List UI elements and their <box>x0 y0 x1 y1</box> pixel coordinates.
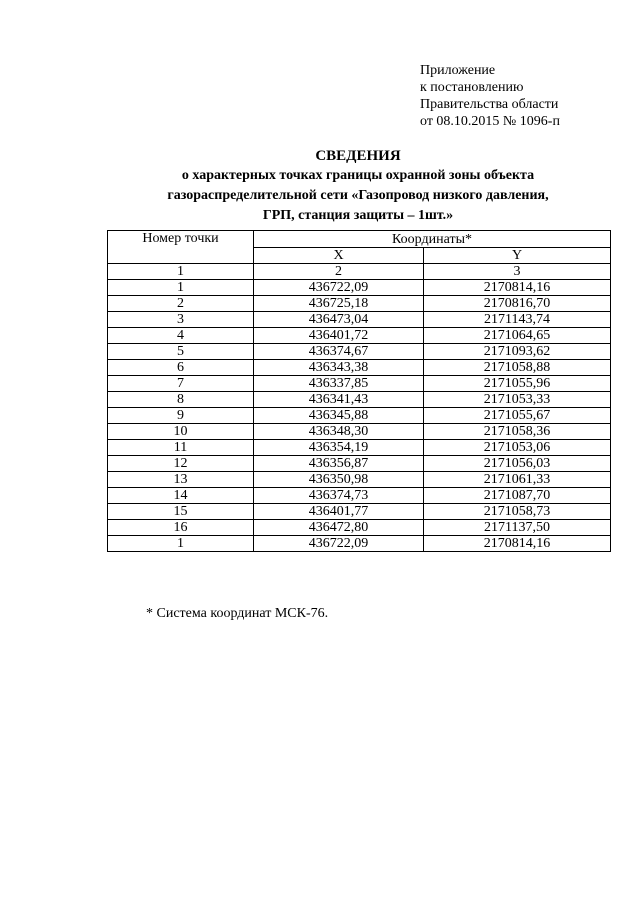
point-number-cell: 3 <box>108 312 254 328</box>
x-coordinate-cell: 436337,85 <box>254 376 424 392</box>
table-row <box>108 360 611 376</box>
column-number: 1 <box>108 264 254 280</box>
table-row <box>108 312 611 328</box>
table-row <box>108 472 611 488</box>
table-row <box>108 520 611 536</box>
x-coordinate-cell: 436350,98 <box>254 472 424 488</box>
point-number-cell: 16 <box>108 520 254 536</box>
point-number-cell: 1 <box>108 536 254 552</box>
point-number-cell: 4 <box>108 328 254 344</box>
x-coordinate-cell: 436472,80 <box>254 520 424 536</box>
title-line: о характерных точках границы охранной зоны объекта <box>181 168 535 183</box>
y-coordinate-cell: 2171064,65 <box>424 328 611 344</box>
table-row <box>108 296 611 312</box>
coordinates-table <box>107 230 611 552</box>
header-y: Y <box>424 248 611 264</box>
y-coordinate-cell: 2171058,73 <box>424 504 611 520</box>
x-coordinate-cell: 436725,18 <box>254 296 424 312</box>
y-coordinate-cell: 2171087,70 <box>424 488 611 504</box>
header-point-number: Номер точки <box>108 231 254 264</box>
y-coordinate-cell: 2170814,16 <box>424 280 611 296</box>
point-number-cell: 7 <box>108 376 254 392</box>
table-row <box>108 328 611 344</box>
appendix-line: Правительства области <box>420 97 559 112</box>
y-coordinate-cell: 2171058,36 <box>424 424 611 440</box>
y-coordinate-cell: 2171053,33 <box>424 392 611 408</box>
table-row <box>108 440 611 456</box>
footnote: * Система координат МСК-76. <box>146 606 329 621</box>
table-row <box>108 504 611 520</box>
header-coordinates: Координаты* <box>254 231 611 248</box>
y-coordinate-cell: 2171053,06 <box>424 440 611 456</box>
y-coordinate-cell: 2171055,96 <box>424 376 611 392</box>
point-number-cell: 5 <box>108 344 254 360</box>
table-row <box>108 424 611 440</box>
title-line: ГРП, станция защиты – 1шт.» <box>262 208 454 223</box>
y-coordinate-cell: 2170814,16 <box>424 536 611 552</box>
x-coordinate-cell: 436374,67 <box>254 344 424 360</box>
x-coordinate-cell: 436345,88 <box>254 408 424 424</box>
table-row <box>108 392 611 408</box>
table-row <box>108 536 611 552</box>
title-line: СВЕДЕНИЯ <box>315 148 401 164</box>
table-row <box>108 456 611 472</box>
point-number-cell: 10 <box>108 424 254 440</box>
x-coordinate-cell: 436401,77 <box>254 504 424 520</box>
table-row <box>108 344 611 360</box>
point-number-cell: 1 <box>108 280 254 296</box>
y-coordinate-cell: 2171143,74 <box>424 312 611 328</box>
x-coordinate-cell: 436401,72 <box>254 328 424 344</box>
x-coordinate-cell: 436348,30 <box>254 424 424 440</box>
appendix-line: Приложение <box>420 63 496 78</box>
table-body <box>108 280 611 552</box>
x-coordinate-cell: 436356,87 <box>254 456 424 472</box>
point-number-cell: 6 <box>108 360 254 376</box>
y-coordinate-cell: 2171093,62 <box>424 344 611 360</box>
x-coordinate-cell: 436722,09 <box>254 536 424 552</box>
y-coordinate-cell: 2171055,67 <box>424 408 611 424</box>
y-coordinate-cell: 2171137,50 <box>424 520 611 536</box>
y-coordinate-cell: 2171061,33 <box>424 472 611 488</box>
column-number: 3 <box>424 264 611 280</box>
x-coordinate-cell: 436341,43 <box>254 392 424 408</box>
table-row <box>108 376 611 392</box>
point-number-cell: 14 <box>108 488 254 504</box>
x-coordinate-cell: 436354,19 <box>254 440 424 456</box>
table-row <box>108 488 611 504</box>
y-coordinate-cell: 2171058,88 <box>424 360 611 376</box>
document-title <box>0 146 640 226</box>
point-number-cell: 13 <box>108 472 254 488</box>
y-coordinate-cell: 2170816,70 <box>424 296 611 312</box>
y-coordinate-cell: 2171056,03 <box>424 456 611 472</box>
x-coordinate-cell: 436343,38 <box>254 360 424 376</box>
table-row <box>108 280 611 296</box>
appendix-line: от 08.10.2015 № 1096-п <box>420 114 560 129</box>
appendix-line: к постановлению <box>420 80 524 95</box>
title-line: газораспределительной сети «Газопровод низкого давления, <box>167 188 549 203</box>
appendix-block <box>420 62 560 130</box>
point-number-cell: 9 <box>108 408 254 424</box>
x-coordinate-cell: 436374,73 <box>254 488 424 504</box>
table-row <box>108 408 611 424</box>
column-number: 2 <box>254 264 424 280</box>
header-x: X <box>254 248 424 264</box>
x-coordinate-cell: 436473,04 <box>254 312 424 328</box>
point-number-cell: 11 <box>108 440 254 456</box>
x-coordinate-cell: 436722,09 <box>254 280 424 296</box>
point-number-cell: 2 <box>108 296 254 312</box>
point-number-cell: 15 <box>108 504 254 520</box>
point-number-cell: 12 <box>108 456 254 472</box>
point-number-cell: 8 <box>108 392 254 408</box>
